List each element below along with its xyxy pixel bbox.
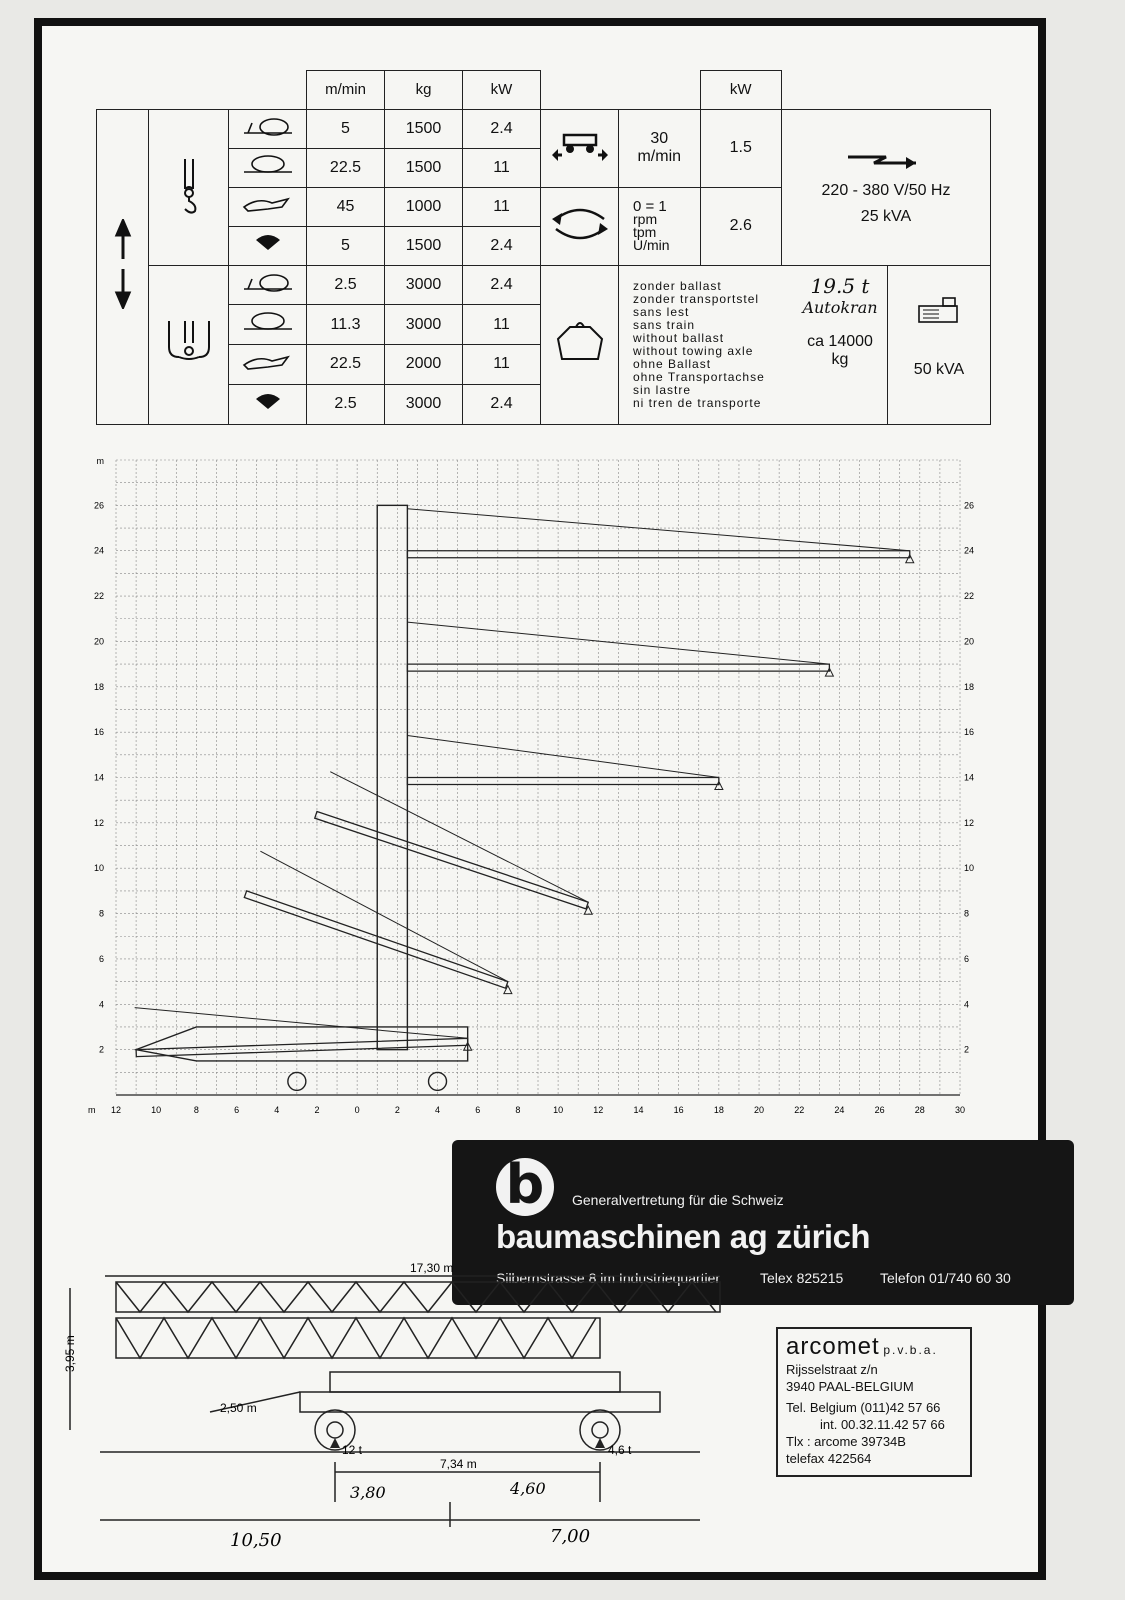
hoist-power: 2.4 — [463, 265, 541, 305]
hoist-power: 11 — [463, 345, 541, 385]
hoist-power: 2.4 — [463, 384, 541, 424]
y-axis-label: m — [96, 456, 104, 466]
speed-icon-cell — [229, 265, 307, 305]
hoist-speed: 2.5 — [307, 265, 385, 305]
length-label: 17,30 m — [410, 1262, 454, 1275]
company-telex: Telex 825215 — [760, 1270, 844, 1286]
y-tick-label: 24 — [93, 545, 104, 556]
speed-icon-cell — [229, 187, 307, 226]
hoist-load: 1500 — [385, 109, 463, 148]
trolley-icon-cell — [541, 109, 619, 187]
y-tick-label-right: 16 — [964, 727, 975, 738]
tagline: Generalvertretung für die Schweiz — [572, 1192, 784, 1208]
hoist-speed: 5 — [307, 226, 385, 265]
note-line: zonder ballast — [633, 278, 722, 293]
speed-icon-cell — [229, 345, 307, 385]
x-tick-label: 12 — [593, 1105, 604, 1115]
power-supply-cell — [782, 109, 991, 265]
snail-icon — [238, 115, 298, 137]
double-hook-icon — [159, 317, 219, 367]
hoist-speed: 22.5 — [307, 148, 385, 187]
hoist-load: 2000 — [385, 345, 463, 385]
header-kw-right: kW — [700, 71, 782, 110]
x-tick-label: 6 — [475, 1105, 481, 1115]
trolley-unit: m/min — [637, 148, 682, 165]
parachute-icon — [238, 232, 298, 254]
x-tick-label: 6 — [234, 1105, 240, 1115]
x-tick-label: 4 — [274, 1105, 280, 1115]
hoist-power: 11 — [463, 148, 541, 187]
single-hook-icon — [169, 155, 209, 215]
handwritten-weight: 19.5 t — [810, 273, 870, 298]
x-tick-label: 16 — [673, 1105, 684, 1115]
manufacturer-name: arcomet — [786, 1333, 880, 1360]
y-tick-label: 12 — [93, 817, 104, 828]
x-tick-label: 2 — [314, 1105, 320, 1115]
company-address: Silbernstrasse 8 im Industriequartier — [496, 1270, 721, 1286]
hook-block — [504, 986, 512, 994]
slewing-unit-rpm: rpm — [633, 211, 658, 227]
weight-notes — [619, 266, 793, 424]
trolley-icon — [550, 121, 610, 171]
x-tick-label: 2 — [394, 1105, 400, 1115]
note-line: sans lest — [633, 304, 690, 319]
manufacturer-address-box — [776, 1327, 972, 1477]
y-tick-label: 26 — [93, 500, 104, 511]
y-tick-label: 18 — [93, 681, 104, 692]
y-tick-label-right: 8 — [964, 908, 970, 919]
front-axle-load: 12 t — [342, 1443, 363, 1457]
y-tick-label-right: 2 — [964, 1044, 970, 1055]
turtle-icon — [238, 311, 298, 333]
generator-kva: 50 kVA — [913, 360, 965, 378]
trolley-speed-cell — [619, 109, 701, 187]
x-axis-label: m — [88, 1105, 96, 1115]
x-tick-label: 24 — [834, 1105, 845, 1115]
note-line: sin lastre — [633, 382, 692, 397]
jib-tie — [407, 736, 718, 778]
x-tick-label: 10 — [151, 1105, 162, 1115]
x-tick-label: 10 — [553, 1105, 564, 1115]
voltage: 220 - 380 V/50 Hz — [821, 181, 951, 199]
y-tick-label: 16 — [93, 727, 104, 738]
x-tick-label: 8 — [515, 1105, 521, 1115]
hoist-power: 11 — [463, 305, 541, 345]
parachute-icon — [238, 391, 298, 413]
hoist-speed: 2.5 — [307, 384, 385, 424]
hoist-load: 1500 — [385, 226, 463, 265]
y-tick-label-right: 4 — [964, 999, 970, 1010]
up-down-arrow-icon — [108, 219, 138, 309]
jib-boom — [407, 778, 718, 785]
table-row — [97, 109, 991, 148]
manufacturer-suffix: p.v.b.a. — [883, 1343, 938, 1357]
y-tick-label-right: 26 — [964, 500, 975, 511]
hoist-speed: 11.3 — [307, 305, 385, 345]
y-tick-label-right: 12 — [964, 817, 975, 828]
hoist-speed: 5 — [307, 109, 385, 148]
speed-icon-cell — [229, 148, 307, 187]
y-tick-label-right: 22 — [964, 591, 975, 602]
y-tick-label: 20 — [93, 636, 104, 647]
y-tick-label-right: 24 — [964, 545, 975, 556]
hare-icon — [238, 351, 298, 373]
spec-table — [96, 70, 991, 425]
y-tick-label-right: 20 — [964, 636, 975, 647]
manufacturer-telefax: telefax 422564 — [786, 1451, 872, 1466]
hoist-load: 1500 — [385, 148, 463, 187]
turtle-icon — [238, 154, 298, 176]
y-tick-label: 6 — [98, 953, 104, 964]
slewing-unit-umin: U/min — [633, 237, 670, 253]
snail-icon — [238, 271, 298, 293]
up-down-arrows — [97, 109, 149, 424]
y-tick-label: 14 — [93, 772, 104, 783]
y-tick-label-right: 10 — [964, 863, 975, 874]
speed-icon-cell — [229, 305, 307, 345]
logo-letter: b — [505, 1153, 545, 1216]
height-label: 3,95 m — [63, 1335, 77, 1372]
weight-value: ca 14000 — [807, 332, 873, 350]
x-tick-label: 22 — [794, 1105, 805, 1115]
slewing-icon-cell — [541, 187, 619, 265]
manufacturer-city: 3940 PAAL-BELGIUM — [786, 1379, 914, 1394]
handwritten-right-long: 7,00 — [550, 1526, 591, 1547]
header-speed: m/min — [307, 71, 385, 110]
x-tick-label: 12 — [110, 1105, 122, 1115]
hoist-speed: 45 — [307, 187, 385, 226]
y-tick-label-right: 18 — [964, 681, 975, 692]
note-line: without ballast — [633, 330, 725, 345]
hoist-power: 2.4 — [463, 109, 541, 148]
y-tick-label: 2 — [98, 1044, 104, 1055]
x-tick-label: 0 — [354, 1105, 360, 1115]
weight-unit: kg — [831, 350, 849, 368]
speed-icon-cell — [229, 226, 307, 265]
company-telefon: Telefon 01/740 60 30 — [880, 1270, 1011, 1286]
manufacturer-tlx: Tlx : arcome 39734B — [786, 1434, 906, 1449]
y-tick-label: 22 — [93, 591, 104, 602]
jib-boom — [315, 812, 589, 909]
handwritten-right-short: 4,60 — [510, 1479, 546, 1498]
header-load: kg — [385, 71, 463, 110]
slewing-speed-cell — [619, 187, 701, 265]
slewing-unit-tpm: tpm — [633, 224, 657, 240]
speed-icon-cell — [229, 384, 307, 424]
x-tick-label: 18 — [713, 1105, 724, 1115]
slewing-speed: 0 = 1 — [633, 198, 667, 215]
kva: 25 kVA — [860, 207, 912, 225]
rear-axle-load: 4,6 t — [608, 1443, 632, 1457]
generator-icon — [913, 296, 965, 328]
hoist-load: 3000 — [385, 305, 463, 345]
single-hook-cell — [149, 109, 229, 265]
handwritten-left-short: 3,80 — [350, 1483, 386, 1502]
x-tick-label: 20 — [754, 1105, 765, 1115]
manufacturer-tel-int: int. 00.32.11.42 57 66 — [820, 1417, 945, 1432]
jib-boom — [244, 891, 508, 988]
note-line: sans train — [633, 317, 696, 332]
weight-values — [793, 266, 887, 424]
handwritten-autokran: Autokran — [802, 297, 878, 317]
x-tick-label: 4 — [435, 1105, 441, 1115]
hare-icon — [238, 193, 298, 215]
y-tick-label-right: 6 — [964, 953, 970, 964]
manufacturer-street: Rijsselstraat z/n — [786, 1362, 878, 1377]
y-tick-label: 8 — [98, 908, 104, 919]
hoist-load: 1000 — [385, 187, 463, 226]
slewing-kw: 2.6 — [700, 187, 782, 265]
jib-boom — [136, 1038, 468, 1056]
trolley-kw: 1.5 — [700, 109, 782, 187]
header-power: kW — [463, 71, 541, 110]
offset-label: 2,50 m — [220, 1401, 257, 1415]
height-reach-chart — [80, 445, 980, 1135]
hoist-power: 2.4 — [463, 226, 541, 265]
note-line: ni tren de transporte — [633, 395, 762, 410]
y-tick-label: 10 — [93, 863, 104, 874]
x-tick-label: 14 — [633, 1105, 644, 1115]
y-tick-label: 4 — [98, 999, 104, 1010]
table-header-row — [97, 71, 991, 110]
hoist-power: 11 — [463, 187, 541, 226]
hoist-speed: 22.5 — [307, 345, 385, 385]
logo-b-icon — [496, 1153, 554, 1216]
trolley-speed: 30 — [650, 130, 669, 147]
double-hook-cell — [149, 265, 229, 424]
generator-cell — [887, 266, 990, 424]
lightning-icon — [846, 149, 926, 169]
speed-icon-cell — [229, 109, 307, 148]
hoist-load: 3000 — [385, 265, 463, 305]
handwritten-left-long: 10,50 — [230, 1530, 282, 1551]
y-tick-label-right: 14 — [964, 772, 975, 783]
slewing-icon — [548, 197, 612, 251]
x-tick-label: 30 — [954, 1105, 966, 1115]
hoist-load: 3000 — [385, 384, 463, 424]
ballast-weight-icon — [550, 317, 610, 367]
note-line: ohne Ballast — [633, 356, 712, 371]
table-row — [97, 265, 991, 305]
manufacturer-tel: Tel. Belgium (011)42 57 66 — [786, 1400, 941, 1415]
x-tick-label: 28 — [914, 1105, 925, 1115]
wheelbase-label: 7,34 m — [440, 1457, 477, 1471]
note-line: zonder transportstel — [633, 291, 760, 306]
note-line: ohne Transportachse — [633, 369, 765, 384]
weight-cell — [619, 265, 991, 424]
ballast-icon-cell — [541, 265, 619, 424]
note-line: without towing axle — [633, 343, 754, 358]
x-tick-label: 8 — [193, 1105, 199, 1115]
company-name: baumaschinen ag zürich — [496, 1218, 871, 1255]
hook-block — [584, 906, 592, 914]
x-tick-label: 26 — [874, 1105, 885, 1115]
transport-side-drawing — [60, 1262, 760, 1562]
